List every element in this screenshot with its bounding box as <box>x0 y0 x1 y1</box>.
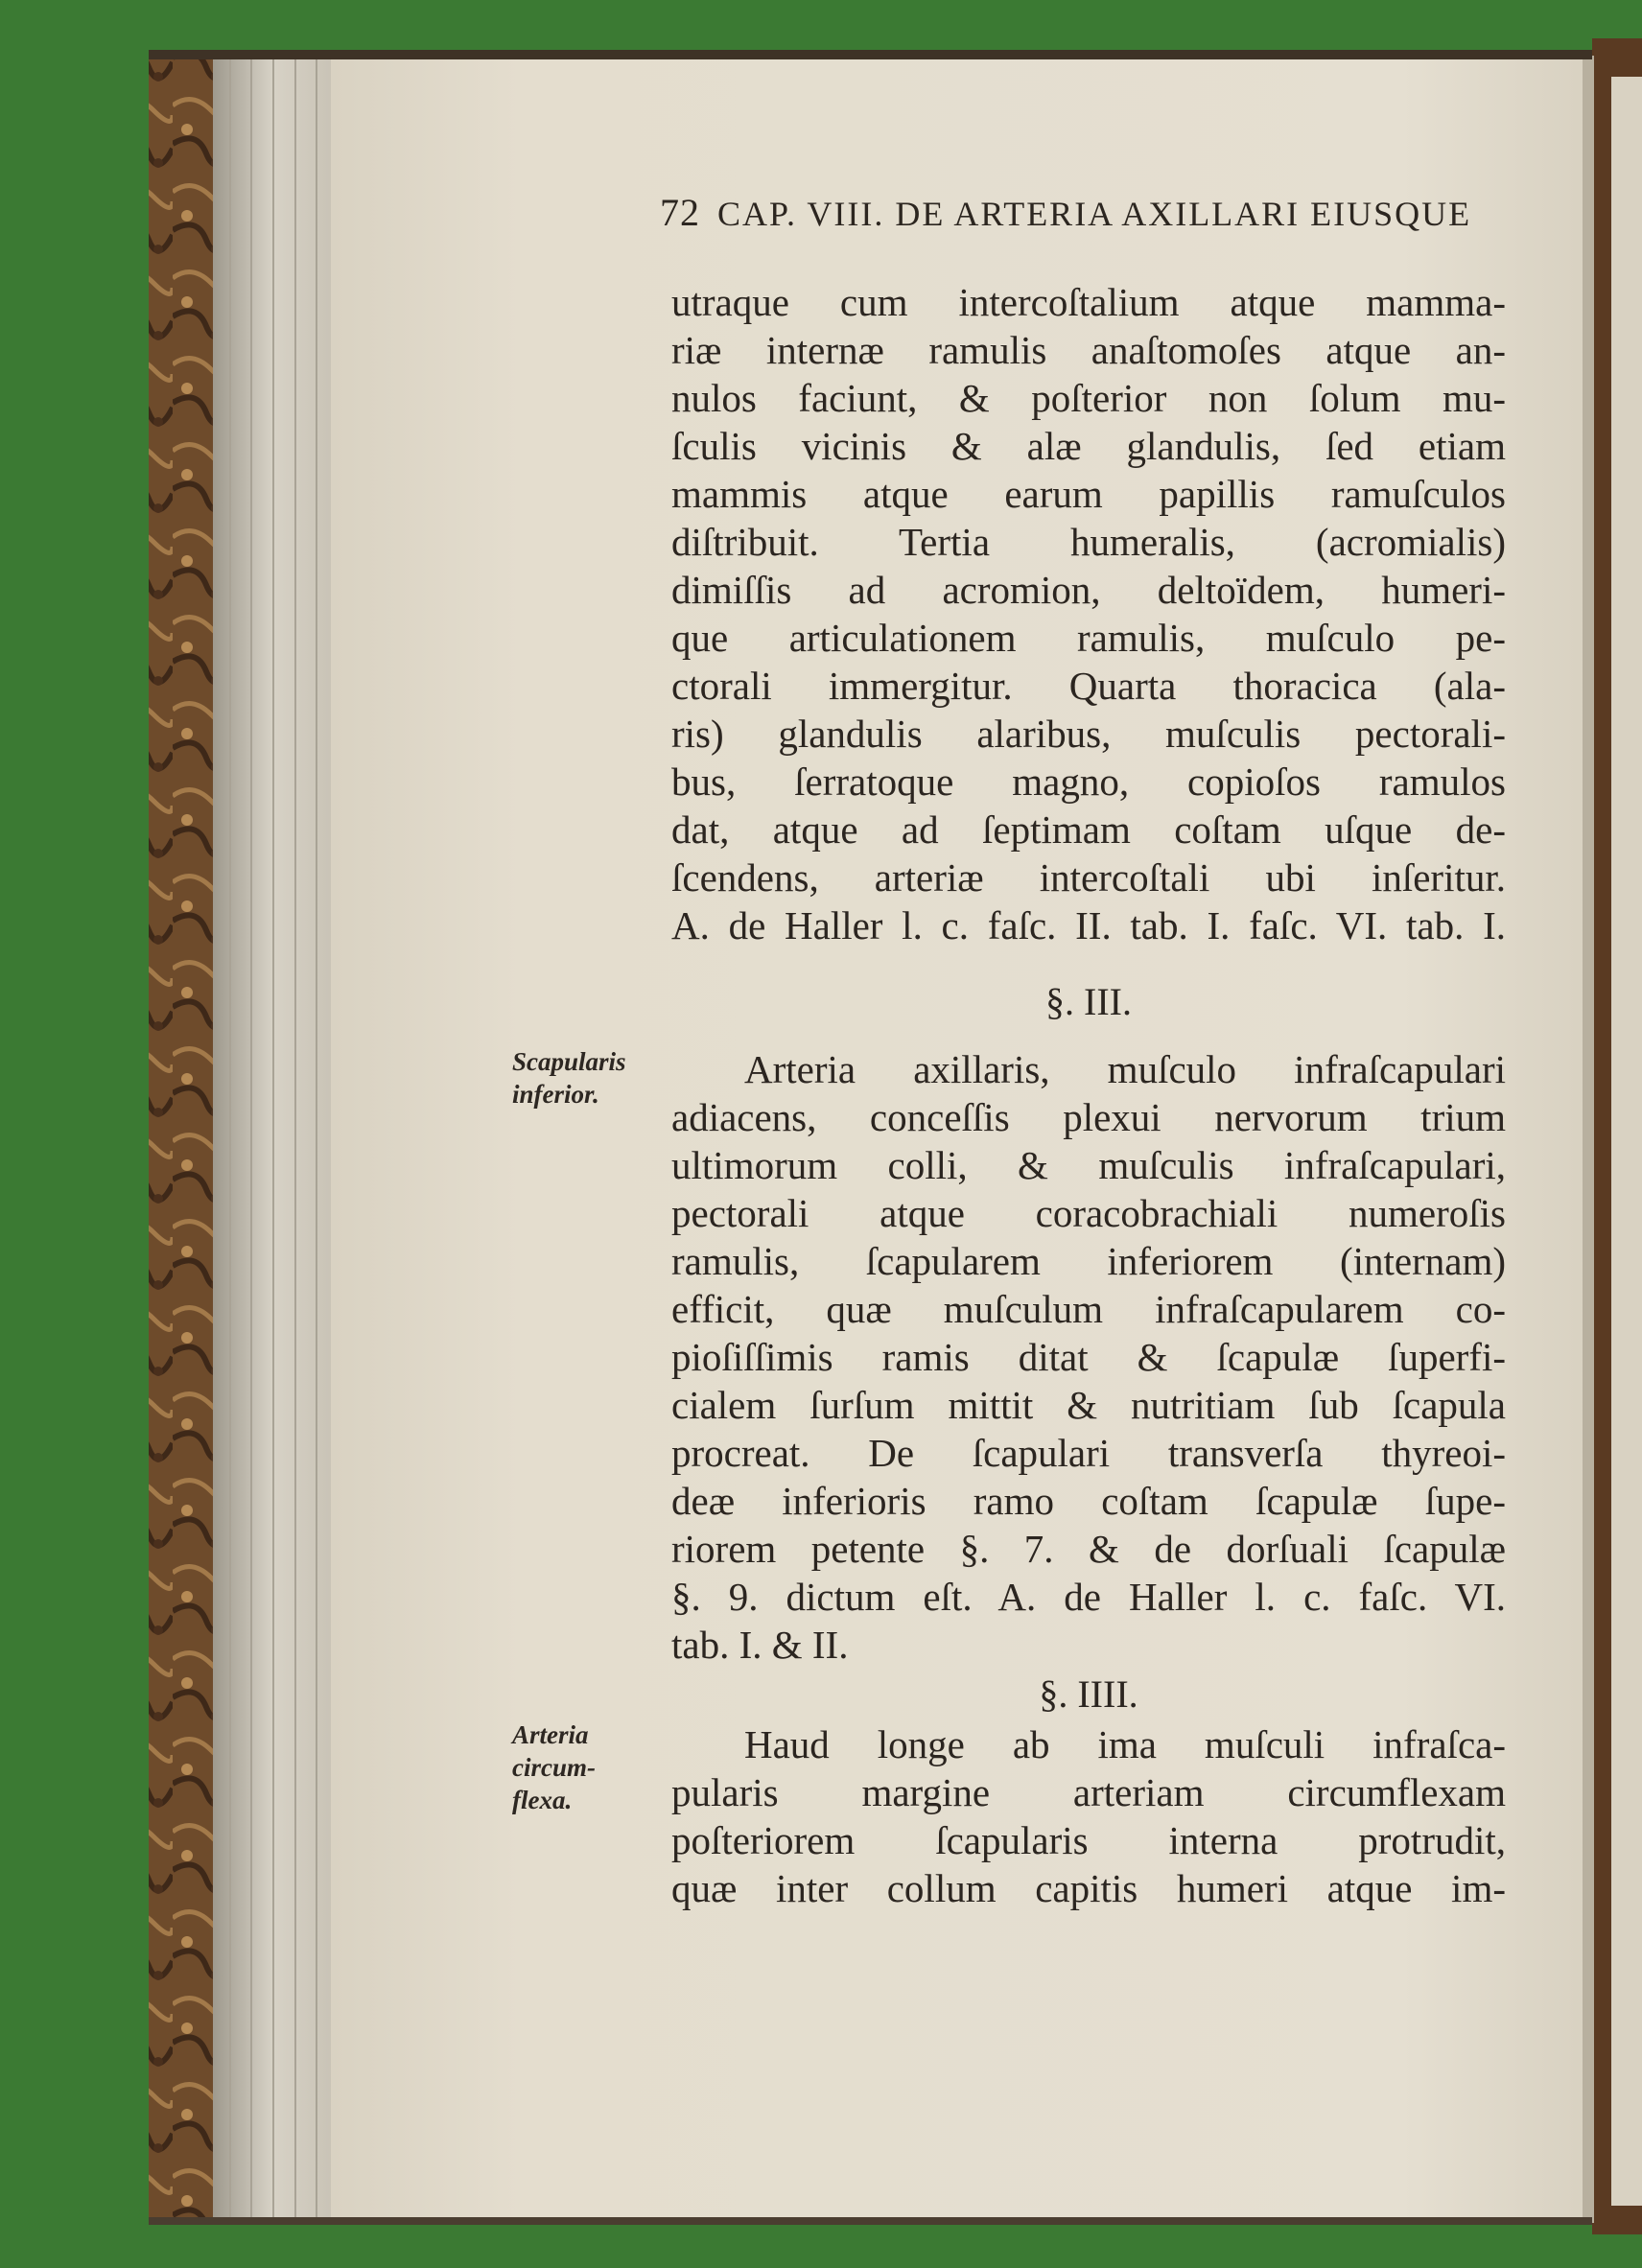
text-line: deæ inferioris ramo coſtam ſcapulæ ſupe- <box>671 1479 1506 1523</box>
text-line: pioſiſſimis ramis ditat & ſcapulæ ſuperfi- <box>671 1335 1506 1379</box>
text-line: ctorali immergitur. Quarta thoracica (ala- <box>671 664 1506 708</box>
text-line: A. de Haller l. c. faſc. II. tab. I. faſc. VI. tab. I. <box>671 903 1506 947</box>
text-line: dimiſſis ad acromion, deltoïdem, humeri- <box>671 568 1506 612</box>
margin-note-arteria <box>512 1719 656 1816</box>
text-line: mammis atque earum papillis ramuſculos <box>671 472 1506 516</box>
text-line: §. 9. dictum eſt. A. de Haller l. c. faſc. VI. <box>671 1575 1506 1619</box>
text-line: tab. I. & II. <box>671 1623 849 1667</box>
running-head <box>660 190 1504 244</box>
text-line: Arteria axillaris, muſculo infraſcapulari <box>744 1047 1506 1091</box>
section-heading: §. III. <box>1045 980 1132 1023</box>
text-line: Haud longe ab ima muſculi infraſca- <box>744 1722 1506 1766</box>
text-line: ſcendens, arteriæ intercoſtali ubi inſeritur. <box>671 855 1506 900</box>
text-line: riæ internæ ramulis anaſtomoſes atque an- <box>671 328 1506 372</box>
cover-left <box>149 53 216 2222</box>
text-line: quæ inter collum capitis humeri atque im- <box>671 1866 1506 1910</box>
running-head-title: CAP. VIII. DE ARTERIA AXILLARI EIUSQUE <box>717 195 1472 233</box>
margin-note-line: circum- <box>512 1753 596 1782</box>
text-line: diſtribuit. Tertia humeralis, (acromialis) <box>671 520 1506 564</box>
text-line: procreat. De ſcapulari transverſa thyreoi- <box>671 1431 1506 1475</box>
margin-note-line: Arteria <box>512 1720 589 1749</box>
text-line: pularis margine arteriam circumflexam <box>671 1770 1506 1814</box>
text-line: ſculis vicinis & alæ glandulis, ſed etiam <box>671 424 1506 468</box>
margin-note-line: inferior. <box>512 1080 599 1109</box>
margin-note-line: flexa. <box>512 1786 573 1814</box>
section-heading: §. IIII. <box>1039 1672 1138 1716</box>
margin-note-scapularis <box>512 1045 656 1111</box>
text-line: ris) glandulis alaribus, muſculis pectorali- <box>671 712 1506 756</box>
text-line: riorem petente §. 7. & de dorſuali ſcapulæ <box>671 1527 1506 1571</box>
text-line: efficit, quæ muſculum infraſcapularem co- <box>671 1287 1506 1331</box>
text-line: bus, ſerratoque magno, copioſos ramulos <box>671 760 1506 804</box>
text-line: ramulis, ſcapularem inferiorem (internam) <box>671 1239 1506 1283</box>
text-line: utraque cum intercoſtalium atque mamma- <box>671 280 1506 324</box>
text-line: adiacens, conceſſis plexui nervorum trium <box>671 1095 1506 1139</box>
page-number: 72 <box>660 191 700 234</box>
text-line: nulos faciunt, & poſterior non ſolum mu- <box>671 376 1506 420</box>
text-line: cialem ſurſum mittit & nutritiam ſub ſcapula <box>671 1383 1506 1427</box>
text-line: que articulationem ramulis, muſculo pe- <box>671 616 1506 660</box>
text-line: dat, atque ad ſeptimam coſtam uſque de- <box>671 807 1506 852</box>
margin-note-line: Scapularis <box>512 1047 626 1076</box>
text-line: pectorali atque coracobrachiali numeroſis <box>671 1191 1506 1235</box>
text-line: poſteriorem ſcapularis interna protrudit, <box>671 1818 1506 1862</box>
text-line: ultimorum colli, & muſculis infraſcapulari, <box>671 1143 1506 1187</box>
